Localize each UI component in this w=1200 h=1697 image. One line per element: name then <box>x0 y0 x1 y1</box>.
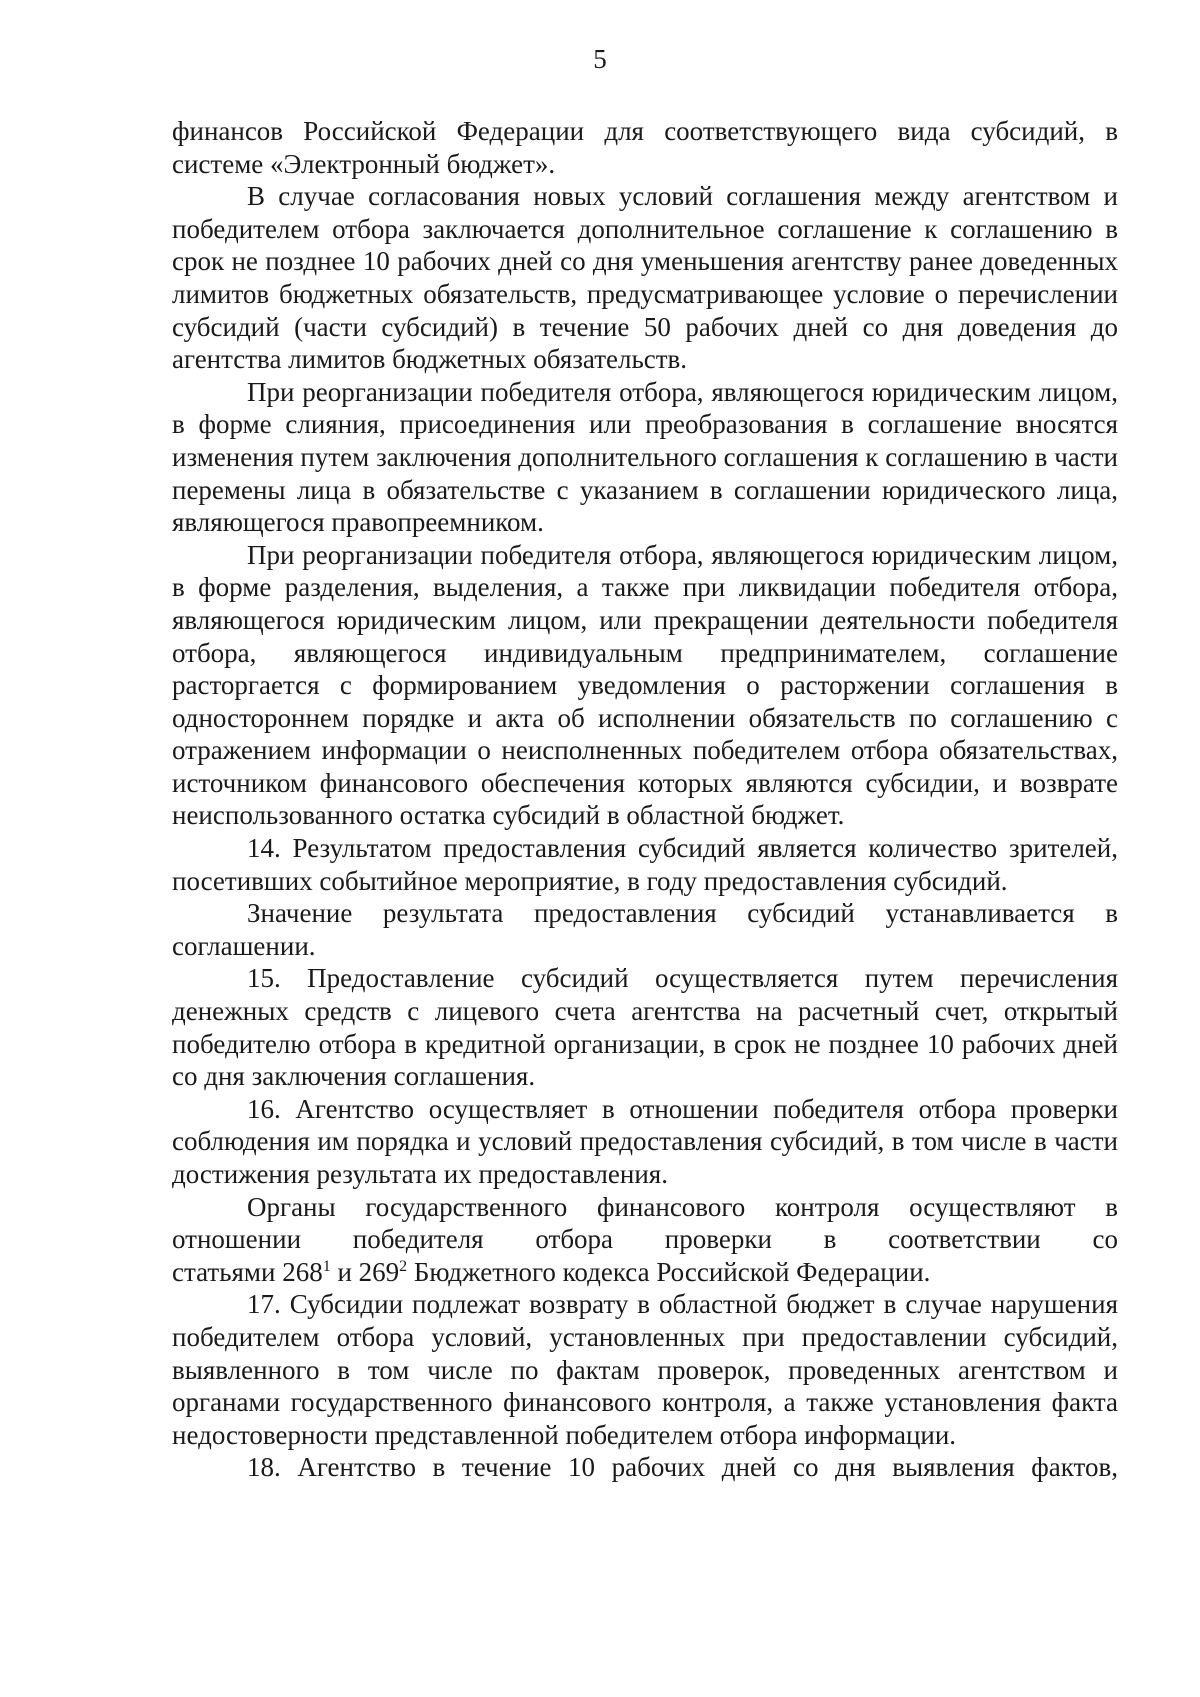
reference-text-a: статьями 268 <box>172 1256 323 1287</box>
paragraph-item-16: 16. Агентство осуществляет в отношении победителя отбора проверки соблюдения им порядка и условий предоставления субсидий, в том числе в части достижения результата их предоставления. <box>172 1093 1118 1189</box>
page-number: 5 <box>593 44 607 74</box>
paragraph-budget-code-reference <box>172 1256 1118 1289</box>
superscript-2: 2 <box>399 1257 408 1275</box>
reference-text-c: Бюджетного кодекса Российской Федерации. <box>407 1256 931 1287</box>
paragraph-reorganization-division: При реорганизации победителя отбора, являющегося юридическим лицом, в форме разделения, выделения, а также при ликвидации победителя отбора, являющегося юридическим лицом, или прекращении деятельности победителя отбора, являющегося индивидуальным предпринимателем, соглашение расторгается с формированием уведомления о расторжении соглашения в одностороннем порядке и акта об исполнении обязательств по соглашению с отражением информации о неисполненных победителем отбора обязательствах, источником финансового обеспечения которых являются субсидии, и возврате неиспользованного остатка субсидий в областной бюджет. <box>172 539 1118 831</box>
paragraph-continuation: финансов Российской Федерации для соответствующего вида субсидий, в системе «Электронный бюджет». <box>172 116 1118 179</box>
paragraph-item-17: 17. Субсидии подлежат возврату в областной бюджет в случае нарушения победителем отбора условий, установленных при предоставлении субсидий, выявленного в том числе по фактам проверок, проведенных агентством и органами государственного финансового контроля, а также установления факта недостоверности представленной победителем отбора информации. <box>172 1289 1118 1450</box>
paragraph-result-value: Значение результата предоставления субсидий устанавливается в соглашении. <box>172 898 1118 961</box>
paragraph-reorganization-merger: При реорганизации победителя отбора, являющегося юридическим лицом, в форме слияния, присоединения или преобразования в соглашение вносятся изменения путем заключения дополнительного соглашения к соглашению в части перемены лица в обязательстве с указанием в соглашении юридического лица, являющегося правопреемником. <box>172 376 1118 538</box>
paragraph-agreement-amendment: В случае согласования новых условий соглашения между агентством и победителем отбора заключается дополнительное соглашение к соглашению в срок не позднее 10 рабочих дней со дня уменьшения агентству ранее доведенных лимитов бюджетных обязательств, предусматривающее условие о перечислении субсидий (части субсидий) в течение 50 рабочих дней со дня доведения до агентства лимитов бюджетных обязательств. <box>172 181 1118 375</box>
superscript-1: 1 <box>322 1257 331 1275</box>
paragraph-item-15: 15. Предоставление субсидий осуществляется путем перечисления денежных средств с лицевого счета агентства на расчетный счет, открытый победителю отбора в кредитной организации, в срок не позднее 10 рабочих дней со дня заключения соглашения. <box>172 963 1118 1092</box>
paragraph-financial-control: Органы государственного финансового контроля осуществляют в отношении победителя отбора проверки в соответствии со <box>172 1191 1118 1255</box>
document-body <box>172 115 1118 1484</box>
paragraph-item-18: 18. Агентство в течение 10 рабочих дней со дня выявления фактов, <box>247 1452 1118 1483</box>
reference-text-b: и 269 <box>330 1256 400 1287</box>
paragraph-item-14: 14. Результатом предоставления субсидий является количество зрителей, посетивших событийное мероприятие, в году предоставления субсидий. <box>172 833 1118 896</box>
